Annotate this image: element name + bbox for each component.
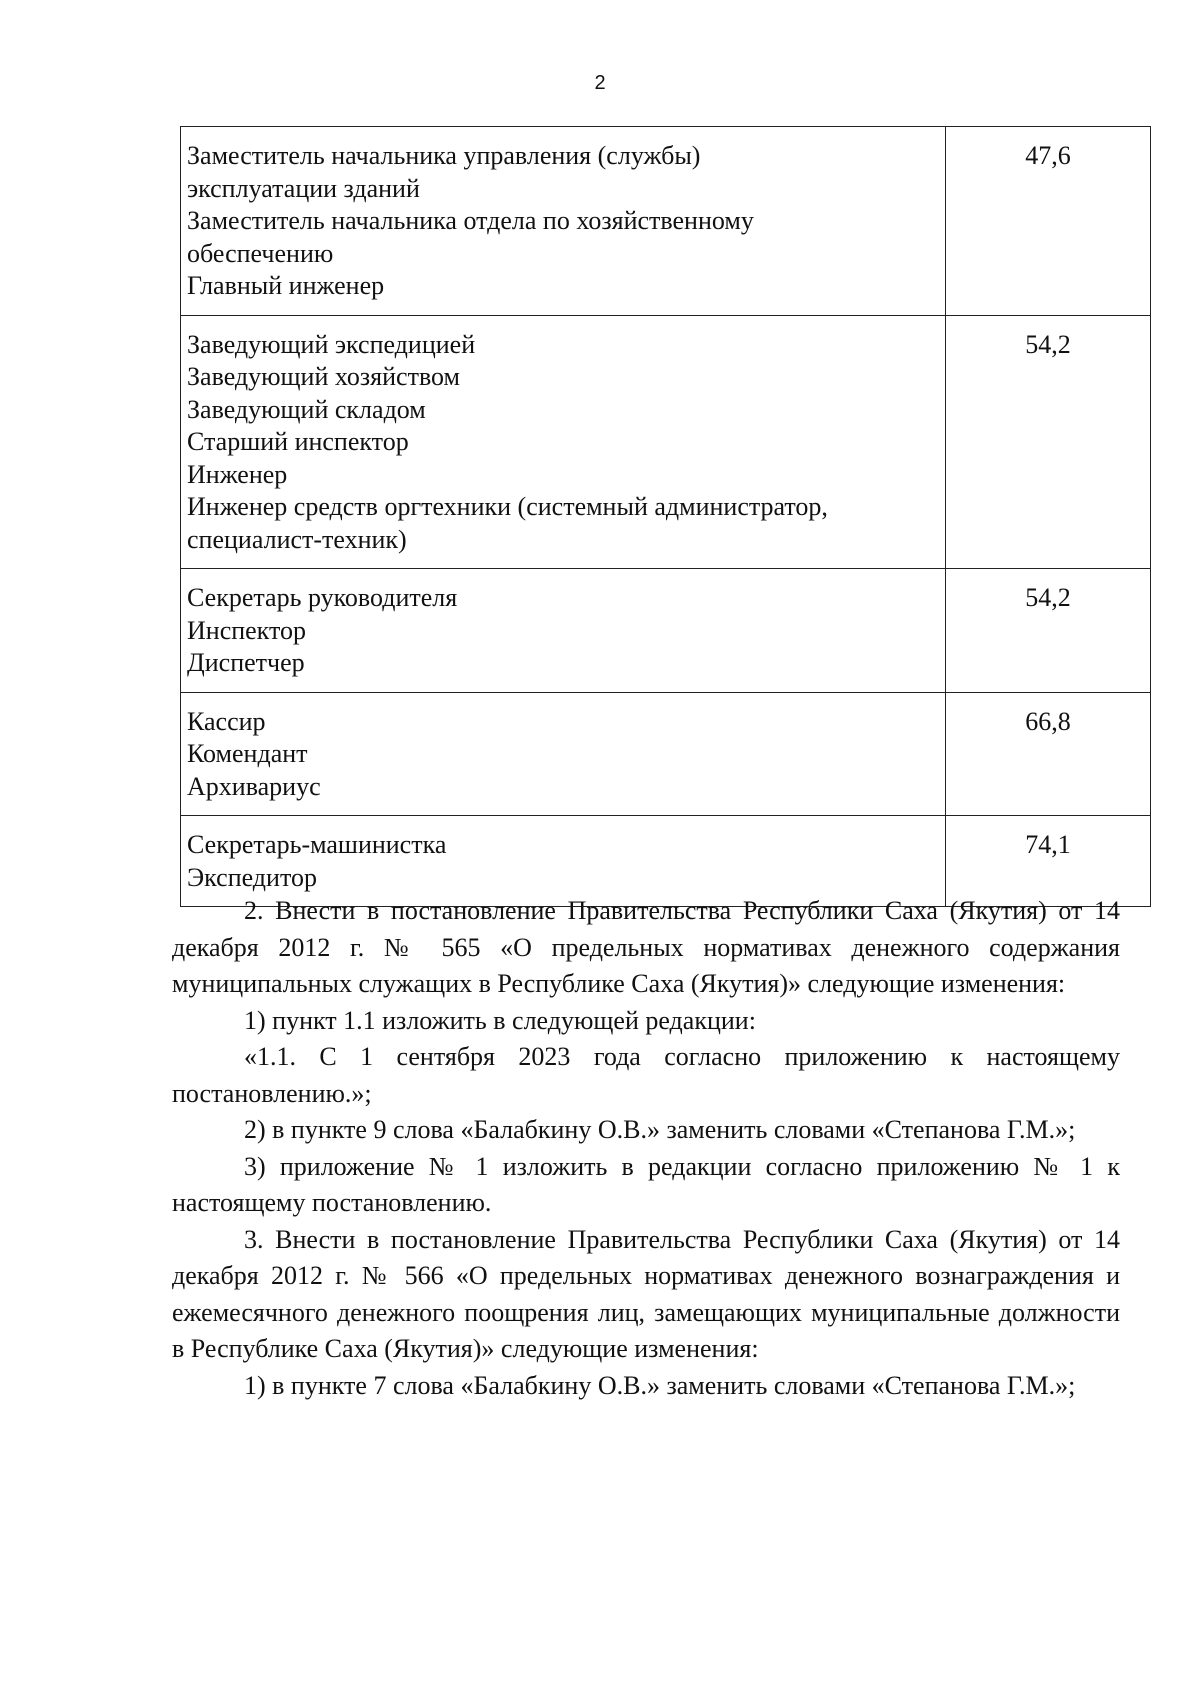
table-row [181, 315, 1151, 569]
position-line: Экспедитор [187, 862, 317, 892]
position-line: обеспечению [187, 238, 334, 268]
value-cell: 47,6 [946, 127, 1151, 316]
positions-cell [181, 692, 946, 816]
position-line: Комендант [187, 739, 308, 768]
value-cell: 74,1 [946, 816, 1151, 907]
position-line: Заведующий экспедицией [187, 329, 476, 359]
paragraph-subitem: 1) пункт 1.1 изложить в следующей редакции: [244, 1005, 756, 1035]
value-cell: 54,2 [946, 569, 1151, 693]
position-line: Заведующий складом [187, 394, 426, 424]
position-line: Старший инспектор [187, 427, 409, 456]
positions-cell [181, 569, 946, 693]
value-cell: 54,2 [946, 315, 1151, 569]
position-line: Секретарь-машинистка [187, 830, 447, 859]
table-row [181, 692, 1151, 816]
table-row [181, 127, 1151, 316]
position-line: Главный инженер [187, 271, 385, 300]
paragraph-quote: «1.1. С 1 сентября 2023 года согласно приложению к настоящему постановлению.»; [172, 1042, 1120, 1108]
position-line: Секретарь руководителя [187, 583, 458, 612]
paragraph-item-2: 2. Внести в постановление Правительства Республики Саха (Якутия) от 14 декабря 2012 г. № 565 «О предельных нормативах денежного содержания муниципальных служащих в Республике Саха (Якутия)» следующие изменения: [172, 896, 1120, 998]
paragraph-subitem: 1) в пункте 7 слова «Балабкину О.В.» заменить словами «Степанова Г.М.»; [244, 1370, 1076, 1400]
position-line: Архивариус [187, 771, 321, 801]
position-line: Заместитель начальника управления (службы) [187, 141, 701, 170]
paragraph-item-3: 3. Внести в постановление Правительства Республики Саха (Якутия) от 14 декабря 2012 г. № 566 «О предельных нормативах денежного вознаграждения и ежемесячного денежного поощрения лиц, замещающих муниципальные должности в Республике Саха (Якутия)» следующие изменения: [172, 1224, 1120, 1363]
paragraph-subitem: 3) приложение № 1 изложить в редакции согласно приложению № 1 к настоящему постановлению. [172, 1151, 1120, 1217]
document-body [172, 893, 1120, 1404]
position-line: Кассир [187, 706, 266, 736]
position-line: Диспетчер [187, 648, 305, 677]
positions-cell [181, 315, 946, 569]
salary-norms-table [180, 126, 1151, 907]
page-number: 2 [594, 72, 606, 94]
position-line: Инженер средств оргтехники (системный администратор, [187, 492, 828, 521]
position-line: эксплуатации зданий [187, 173, 420, 203]
position-line: Инспектор [187, 615, 306, 645]
position-line: Заместитель начальника отдела по хозяйственному [187, 206, 754, 235]
table-row [181, 569, 1151, 693]
position-line: Инженер [187, 459, 288, 489]
position-line: специалист-техник) [187, 524, 407, 554]
paragraph-subitem: 2) в пункте 9 слова «Балабкину О.В.» заменить словами «Степанова Г.М.»; [244, 1115, 1076, 1144]
positions-cell [181, 127, 946, 316]
position-line: Заведующий хозяйством [187, 362, 460, 391]
value-cell: 66,8 [946, 692, 1151, 816]
